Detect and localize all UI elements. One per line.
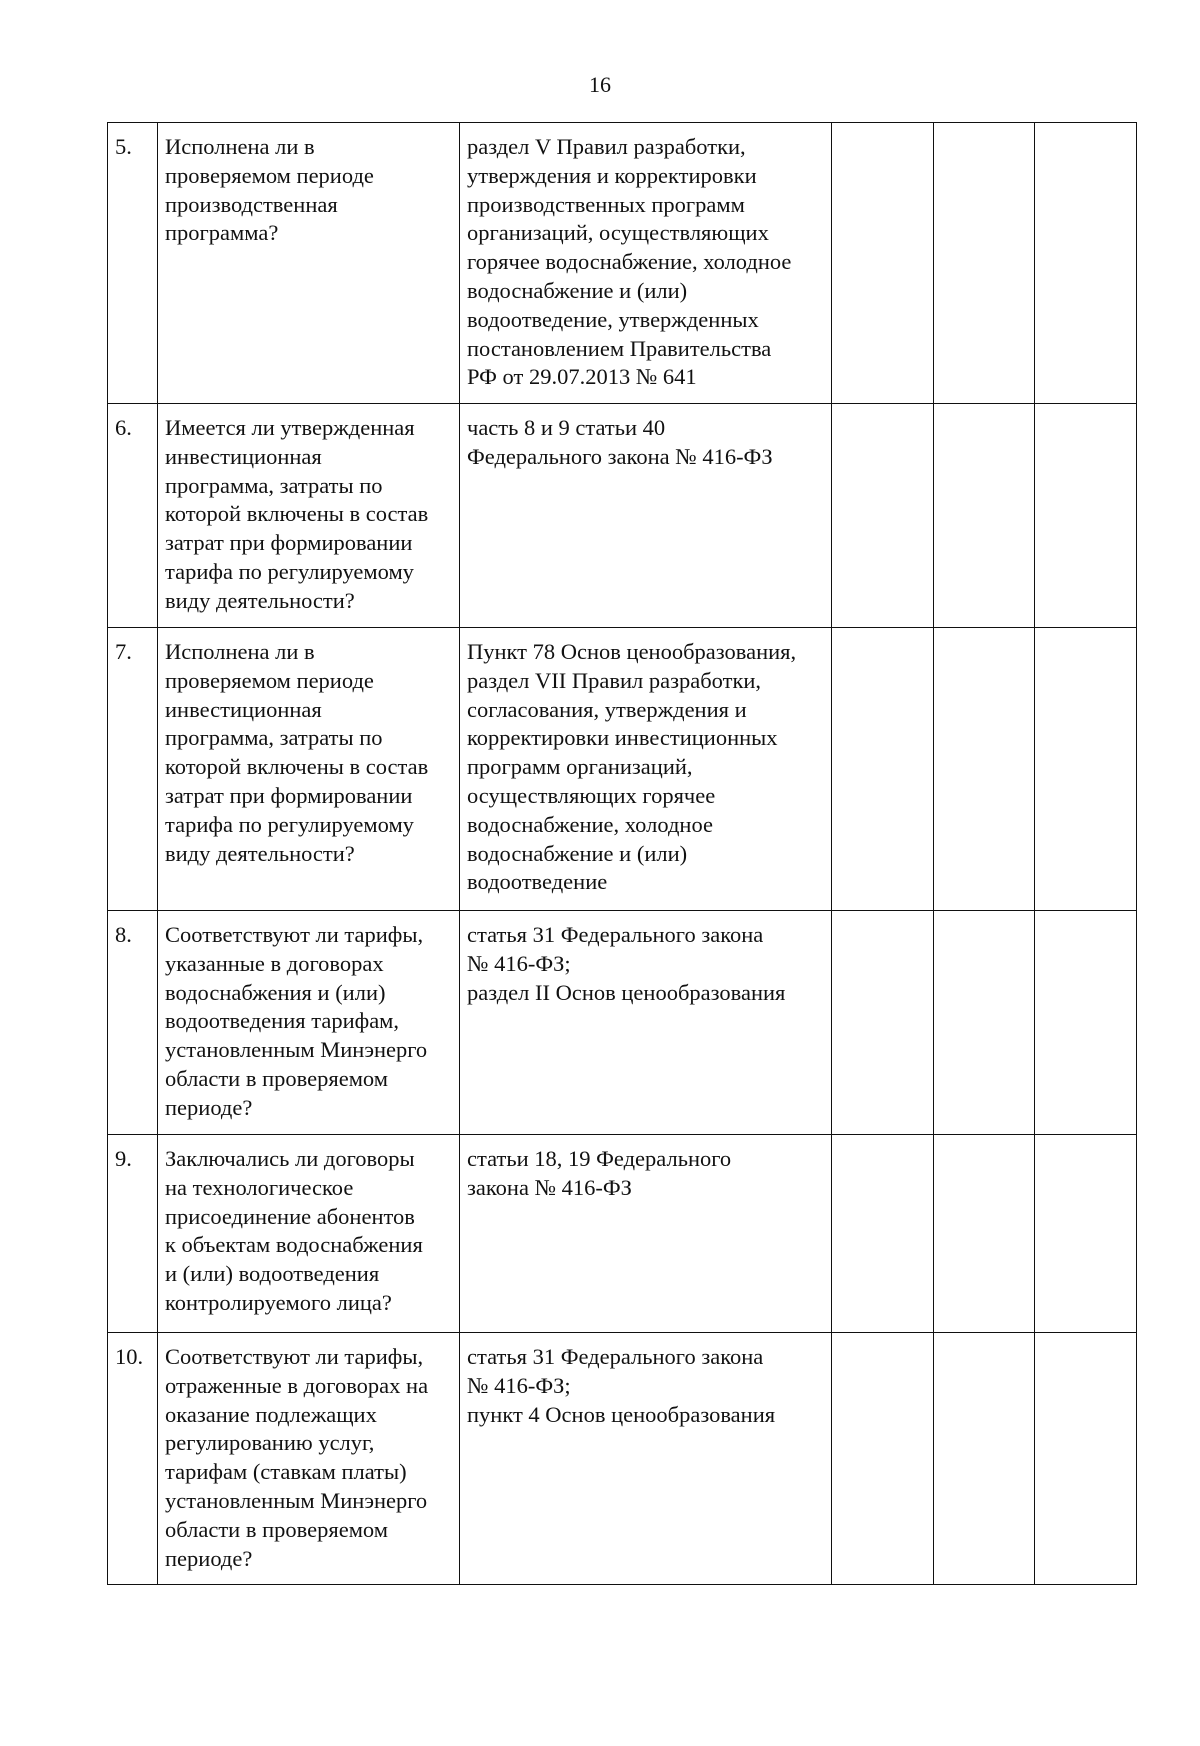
question-line: Исполнена ли в (165, 639, 315, 664)
row-number: 8. (108, 911, 158, 1135)
question-line: затрат при формировании (165, 530, 413, 556)
not-applicable-cell (1035, 911, 1137, 1135)
table-row (108, 911, 1137, 1135)
reference-line: согласования, утверждения и (467, 696, 747, 722)
answer-no-cell (934, 911, 1035, 1135)
question-cell (158, 1333, 460, 1585)
question-line: которой включены в состав (165, 754, 429, 780)
question-line: тарифа по регулируемому (165, 558, 414, 584)
checklist-table (107, 122, 1137, 1585)
question-line: периоде? (165, 1094, 253, 1120)
question-line: программа, затраты по (165, 725, 383, 751)
row-number: 10. (108, 1333, 158, 1585)
not-applicable-cell (1035, 404, 1137, 628)
reference-line: осуществляющих горячее (467, 782, 716, 808)
question-line: Имеется ли утвержденная (165, 415, 415, 440)
row-number: 9. (108, 1135, 158, 1333)
question-line: указанные в договорах (165, 950, 384, 976)
reference-line: часть 8 и 9 статьи 40 (467, 415, 666, 440)
answer-yes-cell (832, 404, 934, 628)
reference-line: постановлением Правительства (467, 335, 772, 361)
table-row (108, 628, 1137, 911)
reference-line: № 416-ФЗ; (467, 950, 571, 976)
question-line: установленным Минэнерго (165, 1037, 428, 1063)
table-row (108, 404, 1137, 628)
reference-line: производственных программ (467, 191, 745, 217)
answer-no-cell (934, 1135, 1035, 1333)
answer-yes-cell (832, 123, 934, 404)
question-line: виду деятельности? (165, 840, 355, 866)
question-line: Соответствуют ли тарифы, (165, 922, 424, 947)
reference-line: программ организаций, (467, 754, 693, 780)
question-line: тарифа по регулируемому (165, 811, 414, 837)
question-line: тарифам (ставкам платы) (165, 1459, 407, 1485)
reference-line: закона № 416-ФЗ (467, 1174, 632, 1200)
question-line: области в проверяемом (165, 1065, 388, 1091)
not-applicable-cell (1035, 628, 1137, 911)
reference-cell (460, 628, 832, 911)
reference-line: пункт 4 Основ ценообразования (467, 1401, 776, 1427)
question-line: затрат при формировании (165, 782, 413, 808)
not-applicable-cell (1035, 1333, 1137, 1585)
row-number: 6. (108, 404, 158, 628)
table-row (108, 1333, 1137, 1585)
question-line: Заключались ли договоры (165, 1146, 415, 1171)
question-line: виду деятельности? (165, 587, 355, 613)
question-line: области в проверяемом (165, 1516, 388, 1542)
not-applicable-cell (1035, 123, 1137, 404)
question-line: регулированию услуг, (165, 1430, 375, 1456)
question-line: отраженные в договорах на (165, 1372, 429, 1398)
reference-line: № 416-ФЗ; (467, 1372, 571, 1398)
reference-line: Федерального закона № 416-ФЗ (467, 443, 773, 469)
reference-line: корректировки инвестиционных (467, 725, 778, 751)
question-line: контролируемого лица? (165, 1289, 392, 1315)
answer-no-cell (934, 628, 1035, 911)
reference-line: водоснабжение и (или) (467, 277, 688, 303)
reference-cell (460, 123, 832, 404)
table-row (108, 123, 1137, 404)
reference-line: РФ от 29.07.2013 № 641 (467, 364, 697, 390)
reference-line: раздел II Основ ценообразования (467, 979, 786, 1005)
question-line: инвестиционная (165, 696, 322, 722)
question-cell (158, 1135, 460, 1333)
table-row (108, 1135, 1137, 1333)
answer-yes-cell (832, 1333, 934, 1585)
question-line: проверяемом периоде (165, 162, 374, 188)
question-line: производственная (165, 191, 338, 217)
not-applicable-cell (1035, 1135, 1137, 1333)
question-line: к объектам водоснабжения (165, 1232, 423, 1258)
question-line: оказание подлежащих (165, 1401, 377, 1427)
question-line: водоотведения тарифам, (165, 1008, 400, 1034)
answer-yes-cell (832, 628, 934, 911)
reference-line: раздел V Правил разработки, (467, 134, 746, 159)
question-line: присоединение абонентов (165, 1203, 415, 1229)
answer-yes-cell (832, 1135, 934, 1333)
reference-line: статья 31 Федерального закона (467, 1344, 764, 1369)
question-line: периоде? (165, 1545, 253, 1571)
reference-line: водоснабжение и (или) (467, 840, 688, 866)
reference-line: водоотведение, утвержденных (467, 306, 759, 332)
question-line: проверяемом периоде (165, 667, 374, 693)
reference-line: водоснабжение, холодное (467, 811, 713, 837)
question-line: инвестиционная (165, 443, 322, 469)
reference-cell (460, 911, 832, 1135)
reference-cell (460, 404, 832, 628)
page-number: 16 (589, 72, 611, 97)
reference-line: Пункт 78 Основ ценообразования, (467, 639, 797, 664)
row-number: 5. (108, 123, 158, 404)
question-line: Соответствуют ли тарифы, (165, 1344, 424, 1369)
reference-line: статьи 18, 19 Федерального (467, 1146, 732, 1171)
question-line: водоснабжения и (или) (165, 979, 386, 1005)
reference-line: раздел VII Правил разработки, (467, 667, 762, 693)
question-line: Исполнена ли в (165, 134, 315, 159)
reference-line: водоотведение (467, 869, 608, 895)
question-line: которой включены в состав (165, 501, 429, 527)
answer-no-cell (934, 123, 1035, 404)
row-number: 7. (108, 628, 158, 911)
question-line: программа, затраты по (165, 472, 383, 498)
question-line: программа? (165, 220, 279, 246)
reference-line: организаций, осуществляющих (467, 220, 769, 246)
question-line: на технологическое (165, 1174, 354, 1200)
reference-cell (460, 1135, 832, 1333)
answer-no-cell (934, 1333, 1035, 1585)
question-cell (158, 911, 460, 1135)
reference-line: утверждения и корректировки (467, 162, 757, 188)
answer-yes-cell (832, 911, 934, 1135)
reference-cell (460, 1333, 832, 1585)
answer-no-cell (934, 404, 1035, 628)
reference-line: статья 31 Федерального закона (467, 922, 764, 947)
question-cell (158, 123, 460, 404)
question-cell (158, 404, 460, 628)
question-line: установленным Минэнерго (165, 1487, 428, 1513)
reference-line: горячее водоснабжение, холодное (467, 249, 792, 275)
question-cell (158, 628, 460, 911)
question-line: и (или) водоотведения (165, 1261, 380, 1287)
